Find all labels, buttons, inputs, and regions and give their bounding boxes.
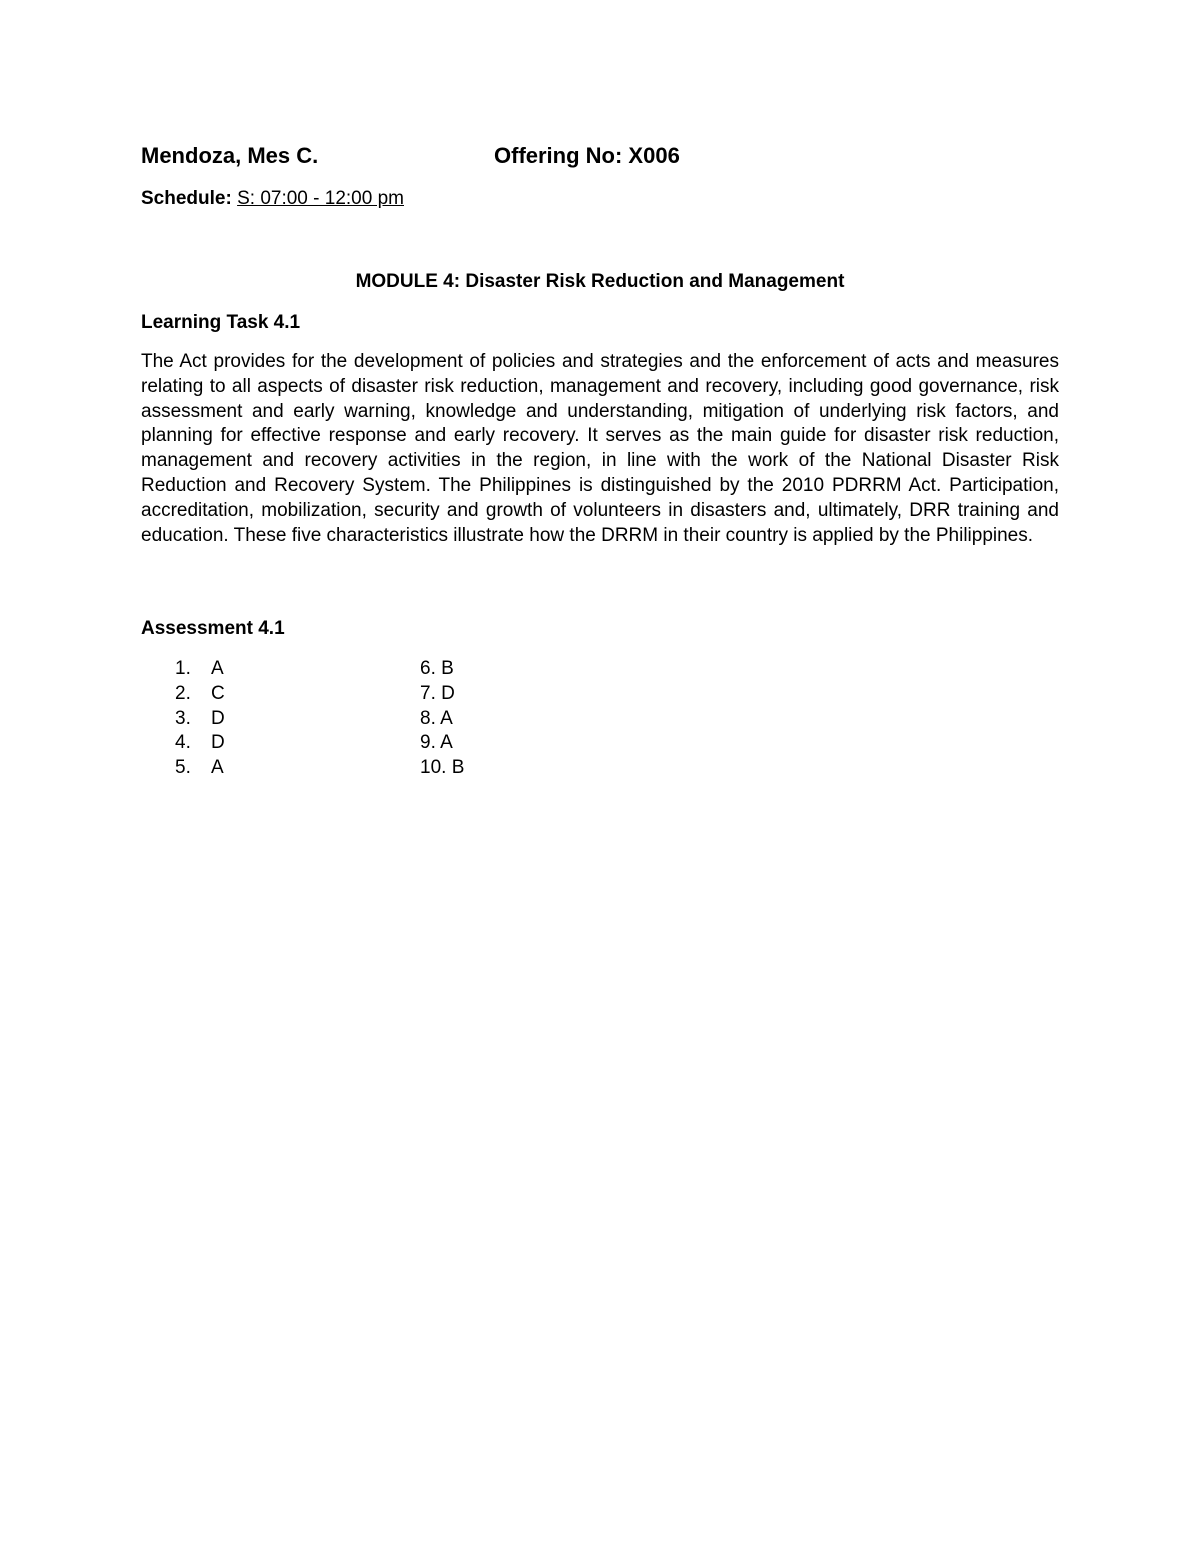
learning-task-heading: Learning Task 4.1 (141, 312, 301, 333)
answer-item (420, 731, 464, 756)
answer-number: 2. (175, 682, 191, 704)
answer-letter: B (441, 658, 454, 679)
answer-number: 5. (175, 757, 191, 779)
answer-letter: A (440, 732, 453, 754)
answer-letter: A (211, 757, 224, 779)
answer-item (420, 682, 464, 707)
answer-number: 7. (420, 682, 436, 704)
answer-item (175, 682, 225, 707)
schedule-label: Schedule: (141, 188, 232, 209)
answer-number: 3. (175, 707, 191, 729)
answer-item (420, 756, 464, 781)
assessment-heading: Assessment 4.1 (141, 618, 285, 639)
answer-item (175, 756, 225, 781)
answer-letter: A (211, 658, 224, 679)
answer-letter: D (211, 732, 225, 754)
schedule-line (141, 188, 404, 210)
answer-list-column-1 (175, 657, 225, 781)
student-name: Mendoza, Mes C. (141, 143, 319, 168)
answer-item (420, 657, 464, 682)
schedule-value: S: 07:00 - 12:00 pm (237, 188, 404, 209)
answer-number: 8. (420, 707, 436, 729)
answer-number: 4. (175, 732, 191, 754)
answer-item (420, 707, 464, 732)
module-title: MODULE 4: Disaster Risk Reduction and Management (355, 271, 845, 292)
answer-number: 10. (420, 757, 447, 779)
answer-letter: A (440, 707, 453, 729)
answer-item (175, 731, 225, 756)
answer-number: 6. (420, 658, 436, 679)
answer-number: 9. (420, 732, 436, 754)
answer-letter: C (211, 682, 225, 704)
answer-letter: D (211, 707, 225, 729)
answer-item (175, 707, 225, 732)
answer-number: 1. (175, 658, 191, 679)
answer-list-column-2 (420, 657, 464, 781)
answer-letter: D (441, 682, 455, 704)
learning-task-paragraph: The Act provides for the development of policies and strategies and the enforcement of acts and measures relating to all aspects of disaster risk reduction, management and recovery, including good governance, risk assessment and early warning, knowledge and understanding, mitigation of underlying risk factors, and planning for effective response and early recovery. It serves as the main guide for disaster risk reduction, management and recovery activities in the region, in line with the work of the National Disaster Risk Reduction and Recovery System. The Philippines is distinguished by the 2010 PDRRM Act. Participation, accreditation, mobilization, security and growth of volunteers in disasters and, ultimately, DRR training and education. These five characteristics illustrate how the DRRM in their country is applied by the Philippines. (141, 351, 1059, 546)
answer-letter: B (451, 757, 465, 779)
answer-item (175, 657, 225, 682)
offering-number: Offering No: X006 (494, 143, 680, 168)
